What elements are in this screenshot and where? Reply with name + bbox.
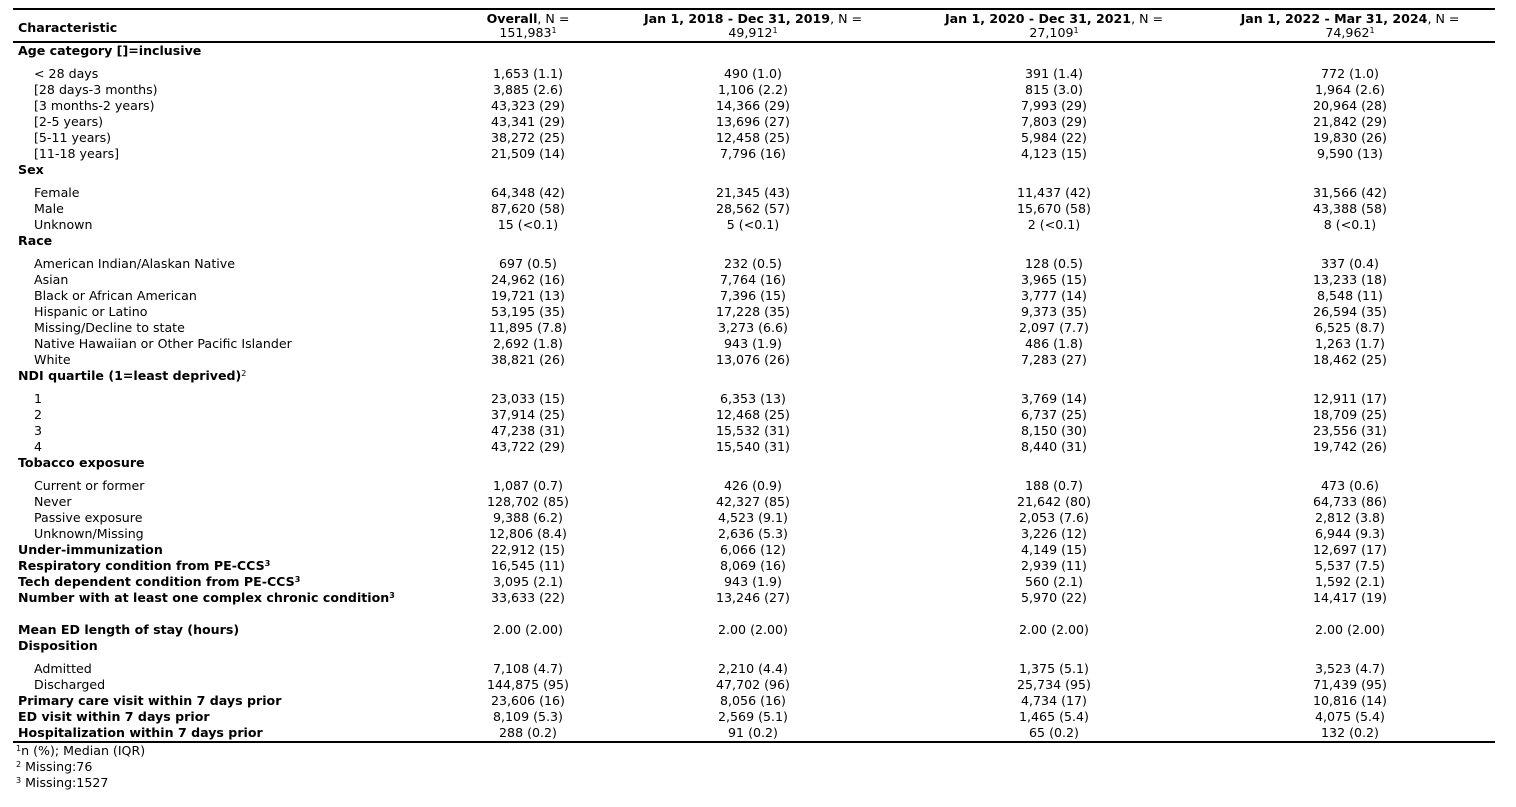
value-cell: 560 (2.1) xyxy=(1025,574,1083,589)
row-label-text: [5-11 years) xyxy=(34,130,112,145)
value-cell: 13,233 (18) xyxy=(1313,272,1387,287)
value-cell: 42,327 (85) xyxy=(716,494,790,509)
value-cell: 64,348 (42) xyxy=(491,185,565,200)
table-row xyxy=(13,423,1495,439)
value-cell: 4,149 (15) xyxy=(1021,542,1087,557)
value-cell: 2,692 (1.8) xyxy=(493,336,563,351)
row-label xyxy=(13,272,453,288)
value-cell xyxy=(603,368,903,391)
value-cell xyxy=(903,455,1205,478)
header-col-2020-2021: Jan 1, 2020 - Dec 31, 2021, N = $27,109^1$ xyxy=(903,9,1205,42)
value-cell: 16,545 (11) xyxy=(491,558,565,573)
value-cell: 5,537 (7.5) xyxy=(1315,558,1385,573)
value-cell: 21,842 (29) xyxy=(1313,114,1387,129)
value-cell: 815 (3.0) xyxy=(1025,82,1083,97)
value-cell: 132 (0.2) xyxy=(1205,725,1495,742)
value-cell xyxy=(903,638,1205,661)
row-label xyxy=(13,146,453,162)
value-cell: 1,653 (1.1) xyxy=(493,66,563,81)
footnote-1: $^1$n (%); Median (IQR) xyxy=(16,743,146,758)
table-row xyxy=(13,439,1495,455)
table-row xyxy=(13,590,1495,622)
value-cell: 2.00 (2.00) xyxy=(718,622,788,637)
table-row xyxy=(13,82,1495,98)
table-row xyxy=(13,391,1495,407)
table-row xyxy=(13,320,1495,336)
value-cell: 232 (0.5) xyxy=(724,256,782,271)
table-row xyxy=(13,709,1495,725)
value-cell: 8,056 (16) xyxy=(720,693,786,708)
row-label-text: Primary care visit within 7 days prior xyxy=(18,693,282,708)
row-label-text: Black or African American xyxy=(34,288,197,303)
row-label xyxy=(13,201,453,217)
value-cell: 91 (0.2) xyxy=(603,725,903,742)
row-label-text: NDI quartile (1=least deprived) xyxy=(18,368,242,383)
value-cell: 2,636 (5.3) xyxy=(718,526,788,541)
value-cell: 18,462 (25) xyxy=(1313,352,1387,367)
value-cell: 3,226 (12) xyxy=(1021,526,1087,541)
value-cell: 8,548 (11) xyxy=(1317,288,1383,303)
footnote-marker: 3 xyxy=(264,559,271,568)
row-label xyxy=(13,574,453,590)
value-cell: 12,911 (17) xyxy=(1313,391,1387,406)
value-cell: 5 (<0.1) xyxy=(726,217,780,232)
value-cell: 87,620 (58) xyxy=(491,201,565,216)
table-row xyxy=(13,574,1495,590)
row-label-text: Current or former xyxy=(34,478,145,493)
row-label-text: Male xyxy=(34,201,64,216)
value-cell: 2,097 (7.7) xyxy=(1019,320,1089,335)
row-label xyxy=(13,558,453,574)
table-row xyxy=(13,146,1495,162)
row-label xyxy=(13,542,453,558)
table-row xyxy=(13,478,1495,494)
row-label-text: Admitted xyxy=(34,661,92,676)
value-cell xyxy=(1205,368,1495,391)
summary-table-container xyxy=(13,8,1495,791)
value-cell: 6,066 (12) xyxy=(720,542,786,557)
value-cell: 7,993 (29) xyxy=(1021,98,1087,113)
value-cell: 2,939 (11) xyxy=(1021,558,1087,573)
value-cell: 4,734 (17) xyxy=(1021,693,1087,708)
value-cell: 3,273 (6.6) xyxy=(718,320,788,335)
value-cell: 22,912 (15) xyxy=(491,542,565,557)
footnote-marker: 3 xyxy=(294,575,301,584)
value-cell: 2,210 (4.4) xyxy=(718,661,788,676)
value-cell: 1,964 (2.6) xyxy=(1315,82,1385,97)
value-cell: 9,590 (13) xyxy=(1317,146,1383,161)
value-cell: 2.00 (2.00) xyxy=(1315,622,1385,637)
value-cell: 3,523 (4.7) xyxy=(1315,661,1385,676)
value-cell: 473 (0.6) xyxy=(1321,478,1379,493)
value-cell: 18,709 (25) xyxy=(1313,407,1387,422)
value-cell: 490 (1.0) xyxy=(724,66,782,81)
group-header-row xyxy=(13,233,1495,256)
value-cell: 8,069 (16) xyxy=(720,558,786,573)
value-cell: 6,737 (25) xyxy=(1021,407,1087,422)
row-label-text: Mean ED length of stay (hours) xyxy=(18,622,240,637)
row-label-text: [28 days-3 months) xyxy=(34,82,158,97)
row-label xyxy=(13,638,453,661)
header-row xyxy=(13,9,1495,42)
value-cell: 391 (1.4) xyxy=(1025,66,1083,81)
value-cell: 3,965 (15) xyxy=(1021,272,1087,287)
value-cell: 1,263 (1.7) xyxy=(1315,336,1385,351)
value-cell: 486 (1.8) xyxy=(1025,336,1083,351)
value-cell: 9,388 (6.2) xyxy=(493,510,563,525)
value-cell: 3,777 (14) xyxy=(1021,288,1087,303)
row-label xyxy=(13,510,453,526)
value-cell: 47,238 (31) xyxy=(491,423,565,438)
value-cell: 2.00 (2.00) xyxy=(493,622,563,637)
value-cell: 188 (0.7) xyxy=(1025,478,1083,493)
header-col-2022-2024: Jan 1, 2022 - Mar 31, 2024, N = $74,962^1$ xyxy=(1205,9,1495,42)
row-label xyxy=(13,162,453,185)
value-cell: 5,970 (22) xyxy=(1021,590,1087,605)
row-label-text: Under-immunization xyxy=(18,542,163,557)
value-cell: 8,440 (31) xyxy=(1021,439,1087,454)
value-cell xyxy=(453,368,603,391)
value-cell: 1,375 (5.1) xyxy=(1019,661,1089,676)
row-label xyxy=(13,320,453,336)
value-cell: 4,075 (5.4) xyxy=(1315,709,1385,724)
value-cell: 17,228 (35) xyxy=(716,304,790,319)
value-cell xyxy=(603,233,903,256)
value-cell: 71,439 (95) xyxy=(1313,677,1387,692)
value-cell: 7,396 (15) xyxy=(720,288,786,303)
value-cell xyxy=(603,455,903,478)
value-cell: 14,366 (29) xyxy=(716,98,790,113)
value-cell: 15,532 (31) xyxy=(716,423,790,438)
row-label xyxy=(13,82,453,98)
value-cell: 337 (0.4) xyxy=(1321,256,1379,271)
table-row xyxy=(13,201,1495,217)
table-row xyxy=(13,130,1495,146)
value-cell: 24,962 (16) xyxy=(491,272,565,287)
table-row xyxy=(13,542,1495,558)
row-label xyxy=(13,336,453,352)
row-label xyxy=(13,439,453,455)
header-col-overall: Overall, N = $151,983^1$ xyxy=(453,9,603,42)
table-body xyxy=(13,42,1495,742)
value-cell: 7,764 (16) xyxy=(720,272,786,287)
value-cell: 13,076 (26) xyxy=(716,352,790,367)
row-label xyxy=(13,352,453,368)
value-cell: 15,670 (58) xyxy=(1017,201,1091,216)
row-label-text: ED visit within 7 days prior xyxy=(18,709,210,724)
value-cell xyxy=(903,42,1205,66)
row-label xyxy=(13,304,453,320)
value-cell xyxy=(603,42,903,66)
value-cell: 23,556 (31) xyxy=(1313,423,1387,438)
value-cell: 4,123 (15) xyxy=(1021,146,1087,161)
value-cell: 697 (0.5) xyxy=(499,256,557,271)
row-label xyxy=(13,130,453,146)
table-row xyxy=(13,98,1495,114)
value-cell xyxy=(603,638,903,661)
value-cell: 1,106 (2.2) xyxy=(718,82,788,97)
value-cell xyxy=(453,638,603,661)
row-label xyxy=(13,677,453,693)
value-cell xyxy=(1205,162,1495,185)
group-header-row xyxy=(13,42,1495,66)
row-label xyxy=(13,288,453,304)
footnotes xyxy=(13,743,1495,791)
value-cell: 38,272 (25) xyxy=(491,130,565,145)
value-cell: 12,806 (8.4) xyxy=(489,526,567,541)
row-label xyxy=(13,455,453,478)
row-label xyxy=(13,622,453,638)
row-label xyxy=(13,423,453,439)
row-label xyxy=(13,368,453,391)
value-cell xyxy=(453,162,603,185)
value-cell xyxy=(1205,638,1495,661)
value-cell: 1,592 (2.1) xyxy=(1315,574,1385,589)
row-label-text: Hispanic or Latino xyxy=(34,304,148,319)
table-row xyxy=(13,510,1495,526)
row-label-text: Number with at least one complex chronic condition xyxy=(18,590,390,605)
table-row xyxy=(13,677,1495,693)
row-label xyxy=(13,709,453,725)
value-cell: 26,594 (35) xyxy=(1313,304,1387,319)
value-cell: 10,816 (14) xyxy=(1313,693,1387,708)
value-cell: 128 (0.5) xyxy=(1025,256,1083,271)
value-cell: 47,702 (96) xyxy=(716,677,790,692)
table-row xyxy=(13,693,1495,709)
value-cell: 38,821 (26) xyxy=(491,352,565,367)
value-cell xyxy=(603,162,903,185)
group-header-row xyxy=(13,638,1495,661)
table-row xyxy=(13,494,1495,510)
row-label-text: White xyxy=(34,352,71,367)
value-cell: 20,964 (28) xyxy=(1313,98,1387,113)
row-label-text: Tobacco exposure xyxy=(18,455,145,470)
header-characteristic: Characteristic xyxy=(13,9,453,42)
value-cell xyxy=(903,233,1205,256)
value-cell: 37,914 (25) xyxy=(491,407,565,422)
row-label xyxy=(13,256,453,272)
row-label-text: Race xyxy=(18,233,53,248)
row-label-text: American Indian/Alaskan Native xyxy=(34,256,236,271)
row-label xyxy=(13,725,453,742)
table-row xyxy=(13,622,1495,638)
row-label xyxy=(13,693,453,709)
value-cell: 6,944 (9.3) xyxy=(1315,526,1385,541)
row-label-text: 1 xyxy=(34,391,43,406)
value-cell: 43,323 (29) xyxy=(491,98,565,113)
row-label-text: Tech dependent condition from PE-CCS xyxy=(18,574,295,589)
table-row xyxy=(13,256,1495,272)
table-row xyxy=(13,558,1495,574)
value-cell: 31,566 (42) xyxy=(1313,185,1387,200)
table-row xyxy=(13,336,1495,352)
value-cell: 21,509 (14) xyxy=(491,146,565,161)
value-cell: 12,468 (25) xyxy=(716,407,790,422)
row-label-text: [3 months-2 years) xyxy=(34,98,155,113)
value-cell: 288 (0.2) xyxy=(453,725,603,742)
row-label-text: Hospitalization within 7 days prior xyxy=(18,725,263,740)
table-row xyxy=(13,288,1495,304)
table-row xyxy=(13,352,1495,368)
row-label xyxy=(13,526,453,542)
value-cell: 426 (0.9) xyxy=(724,478,782,493)
value-cell: 15,540 (31) xyxy=(716,439,790,454)
group-header-row xyxy=(13,162,1495,185)
value-cell: 23,033 (15) xyxy=(491,391,565,406)
value-cell: 33,633 (22) xyxy=(491,590,565,605)
value-cell: 943 (1.9) xyxy=(724,574,782,589)
row-label xyxy=(13,98,453,114)
value-cell: 6,525 (8.7) xyxy=(1315,320,1385,335)
value-cell: 43,341 (29) xyxy=(491,114,565,129)
row-label xyxy=(13,66,453,82)
value-cell: 1,465 (5.4) xyxy=(1019,709,1089,724)
row-label-text: Never xyxy=(34,494,72,509)
value-cell: 43,722 (29) xyxy=(491,439,565,454)
group-header-row xyxy=(13,368,1495,391)
value-cell xyxy=(903,162,1205,185)
value-cell: 12,697 (17) xyxy=(1313,542,1387,557)
value-cell: 7,283 (27) xyxy=(1021,352,1087,367)
value-cell: 7,803 (29) xyxy=(1021,114,1087,129)
footnote-3: $^3$ Missing:1527 xyxy=(16,775,109,790)
value-cell: 943 (1.9) xyxy=(724,336,782,351)
value-cell: 15 (<0.1) xyxy=(497,217,559,232)
value-cell: 772 (1.0) xyxy=(1321,66,1379,81)
value-cell: 8,150 (30) xyxy=(1021,423,1087,438)
value-cell: 53,195 (35) xyxy=(491,304,565,319)
row-label-text: Missing/Decline to state xyxy=(34,320,185,335)
value-cell: 12,458 (25) xyxy=(716,130,790,145)
row-label-text: Unknown xyxy=(34,217,93,232)
row-label-text: Age category []=inclusive xyxy=(18,43,202,58)
value-cell xyxy=(453,233,603,256)
row-label xyxy=(13,407,453,423)
row-label-text: Disposition xyxy=(18,638,98,653)
value-cell: 2.00 (2.00) xyxy=(1019,622,1089,637)
row-label xyxy=(13,661,453,677)
value-cell: 7,796 (16) xyxy=(720,146,786,161)
value-cell: 13,246 (27) xyxy=(716,590,790,605)
value-cell: 3,095 (2.1) xyxy=(493,574,563,589)
footnote-marker: 3 xyxy=(389,591,395,600)
value-cell xyxy=(453,42,603,66)
row-label xyxy=(13,391,453,407)
row-label-text: Asian xyxy=(34,272,69,287)
value-cell: 43,388 (58) xyxy=(1313,201,1387,216)
row-label xyxy=(13,590,453,622)
value-cell: 144,875 (95) xyxy=(487,677,569,692)
value-cell xyxy=(1205,42,1495,66)
row-label-text: [2-5 years) xyxy=(34,114,104,129)
row-label-text: Female xyxy=(34,185,80,200)
row-label xyxy=(13,233,453,256)
table-row xyxy=(13,217,1495,233)
value-cell: 4,523 (9.1) xyxy=(718,510,788,525)
value-cell: 7,108 (4.7) xyxy=(493,661,563,676)
value-cell xyxy=(1205,455,1495,478)
value-cell: 3,885 (2.6) xyxy=(493,82,563,97)
value-cell: 6,353 (13) xyxy=(720,391,786,406)
row-label xyxy=(13,478,453,494)
value-cell: 19,830 (26) xyxy=(1313,130,1387,145)
row-label xyxy=(13,114,453,130)
value-cell: 19,742 (26) xyxy=(1313,439,1387,454)
value-cell: 11,437 (42) xyxy=(1017,185,1091,200)
value-cell: 65 (0.2) xyxy=(903,725,1205,742)
value-cell: 13,696 (27) xyxy=(716,114,790,129)
value-cell: 2,569 (5.1) xyxy=(718,709,788,724)
row-label-text: Sex xyxy=(18,162,44,177)
value-cell: 3,769 (14) xyxy=(1021,391,1087,406)
header-col-2018-2019: Jan 1, 2018 - Dec 31, 2019, N = $49,912^1$ xyxy=(603,9,903,42)
value-cell: 28,562 (57) xyxy=(716,201,790,216)
row-label xyxy=(13,185,453,201)
value-cell xyxy=(1205,233,1495,256)
value-cell: 9,373 (35) xyxy=(1021,304,1087,319)
table-row xyxy=(13,185,1495,201)
footnote-2: $^2$ Missing:76 xyxy=(16,759,93,774)
footnote-marker: 2 xyxy=(241,369,247,378)
row-label-text: 3 xyxy=(34,423,43,438)
row-label-text: Passive exposure xyxy=(34,510,143,525)
value-cell: 21,345 (43) xyxy=(716,185,790,200)
characteristics-table xyxy=(13,8,1495,743)
value-cell: 2 (<0.1) xyxy=(1027,217,1081,232)
row-label-text: Discharged xyxy=(34,677,106,692)
row-label-text: Native Hawaiian or Other Pacific Islander xyxy=(34,336,292,351)
row-label-text: Respiratory condition from PE-CCS xyxy=(18,558,265,573)
value-cell: 21,642 (80) xyxy=(1017,494,1091,509)
row-label-text: 2 xyxy=(34,407,43,422)
value-cell: 1,087 (0.7) xyxy=(493,478,563,493)
group-header-row xyxy=(13,455,1495,478)
row-label xyxy=(13,217,453,233)
table-row xyxy=(13,526,1495,542)
value-cell: 8,109 (5.3) xyxy=(493,709,563,724)
table-row xyxy=(13,66,1495,82)
row-label-text: Unknown/Missing xyxy=(34,526,144,541)
row-label-text: [11-18 years] xyxy=(34,146,120,161)
table-row xyxy=(13,304,1495,320)
value-cell: 2,812 (3.8) xyxy=(1315,510,1385,525)
table-row xyxy=(13,114,1495,130)
value-cell: 23,606 (16) xyxy=(491,693,565,708)
table-row xyxy=(13,407,1495,423)
value-cell: 25,734 (95) xyxy=(1017,677,1091,692)
value-cell: 8 (<0.1) xyxy=(1323,217,1377,232)
value-cell xyxy=(903,368,1205,391)
row-label-text: 4 xyxy=(34,439,43,454)
row-label xyxy=(13,494,453,510)
value-cell: 19,721 (13) xyxy=(491,288,565,303)
table-row xyxy=(13,272,1495,288)
value-cell: 5,984 (22) xyxy=(1021,130,1087,145)
value-cell: 11,895 (7.8) xyxy=(489,320,567,335)
table-row xyxy=(13,725,1495,742)
value-cell xyxy=(453,455,603,478)
row-label xyxy=(13,42,453,66)
value-cell: 14,417 (19) xyxy=(1313,590,1387,605)
value-cell: 64,733 (86) xyxy=(1313,494,1387,509)
value-cell: 2,053 (7.6) xyxy=(1019,510,1089,525)
row-label-text: < 28 days xyxy=(34,66,99,81)
table-row xyxy=(13,661,1495,677)
value-cell: 128,702 (85) xyxy=(487,494,569,509)
